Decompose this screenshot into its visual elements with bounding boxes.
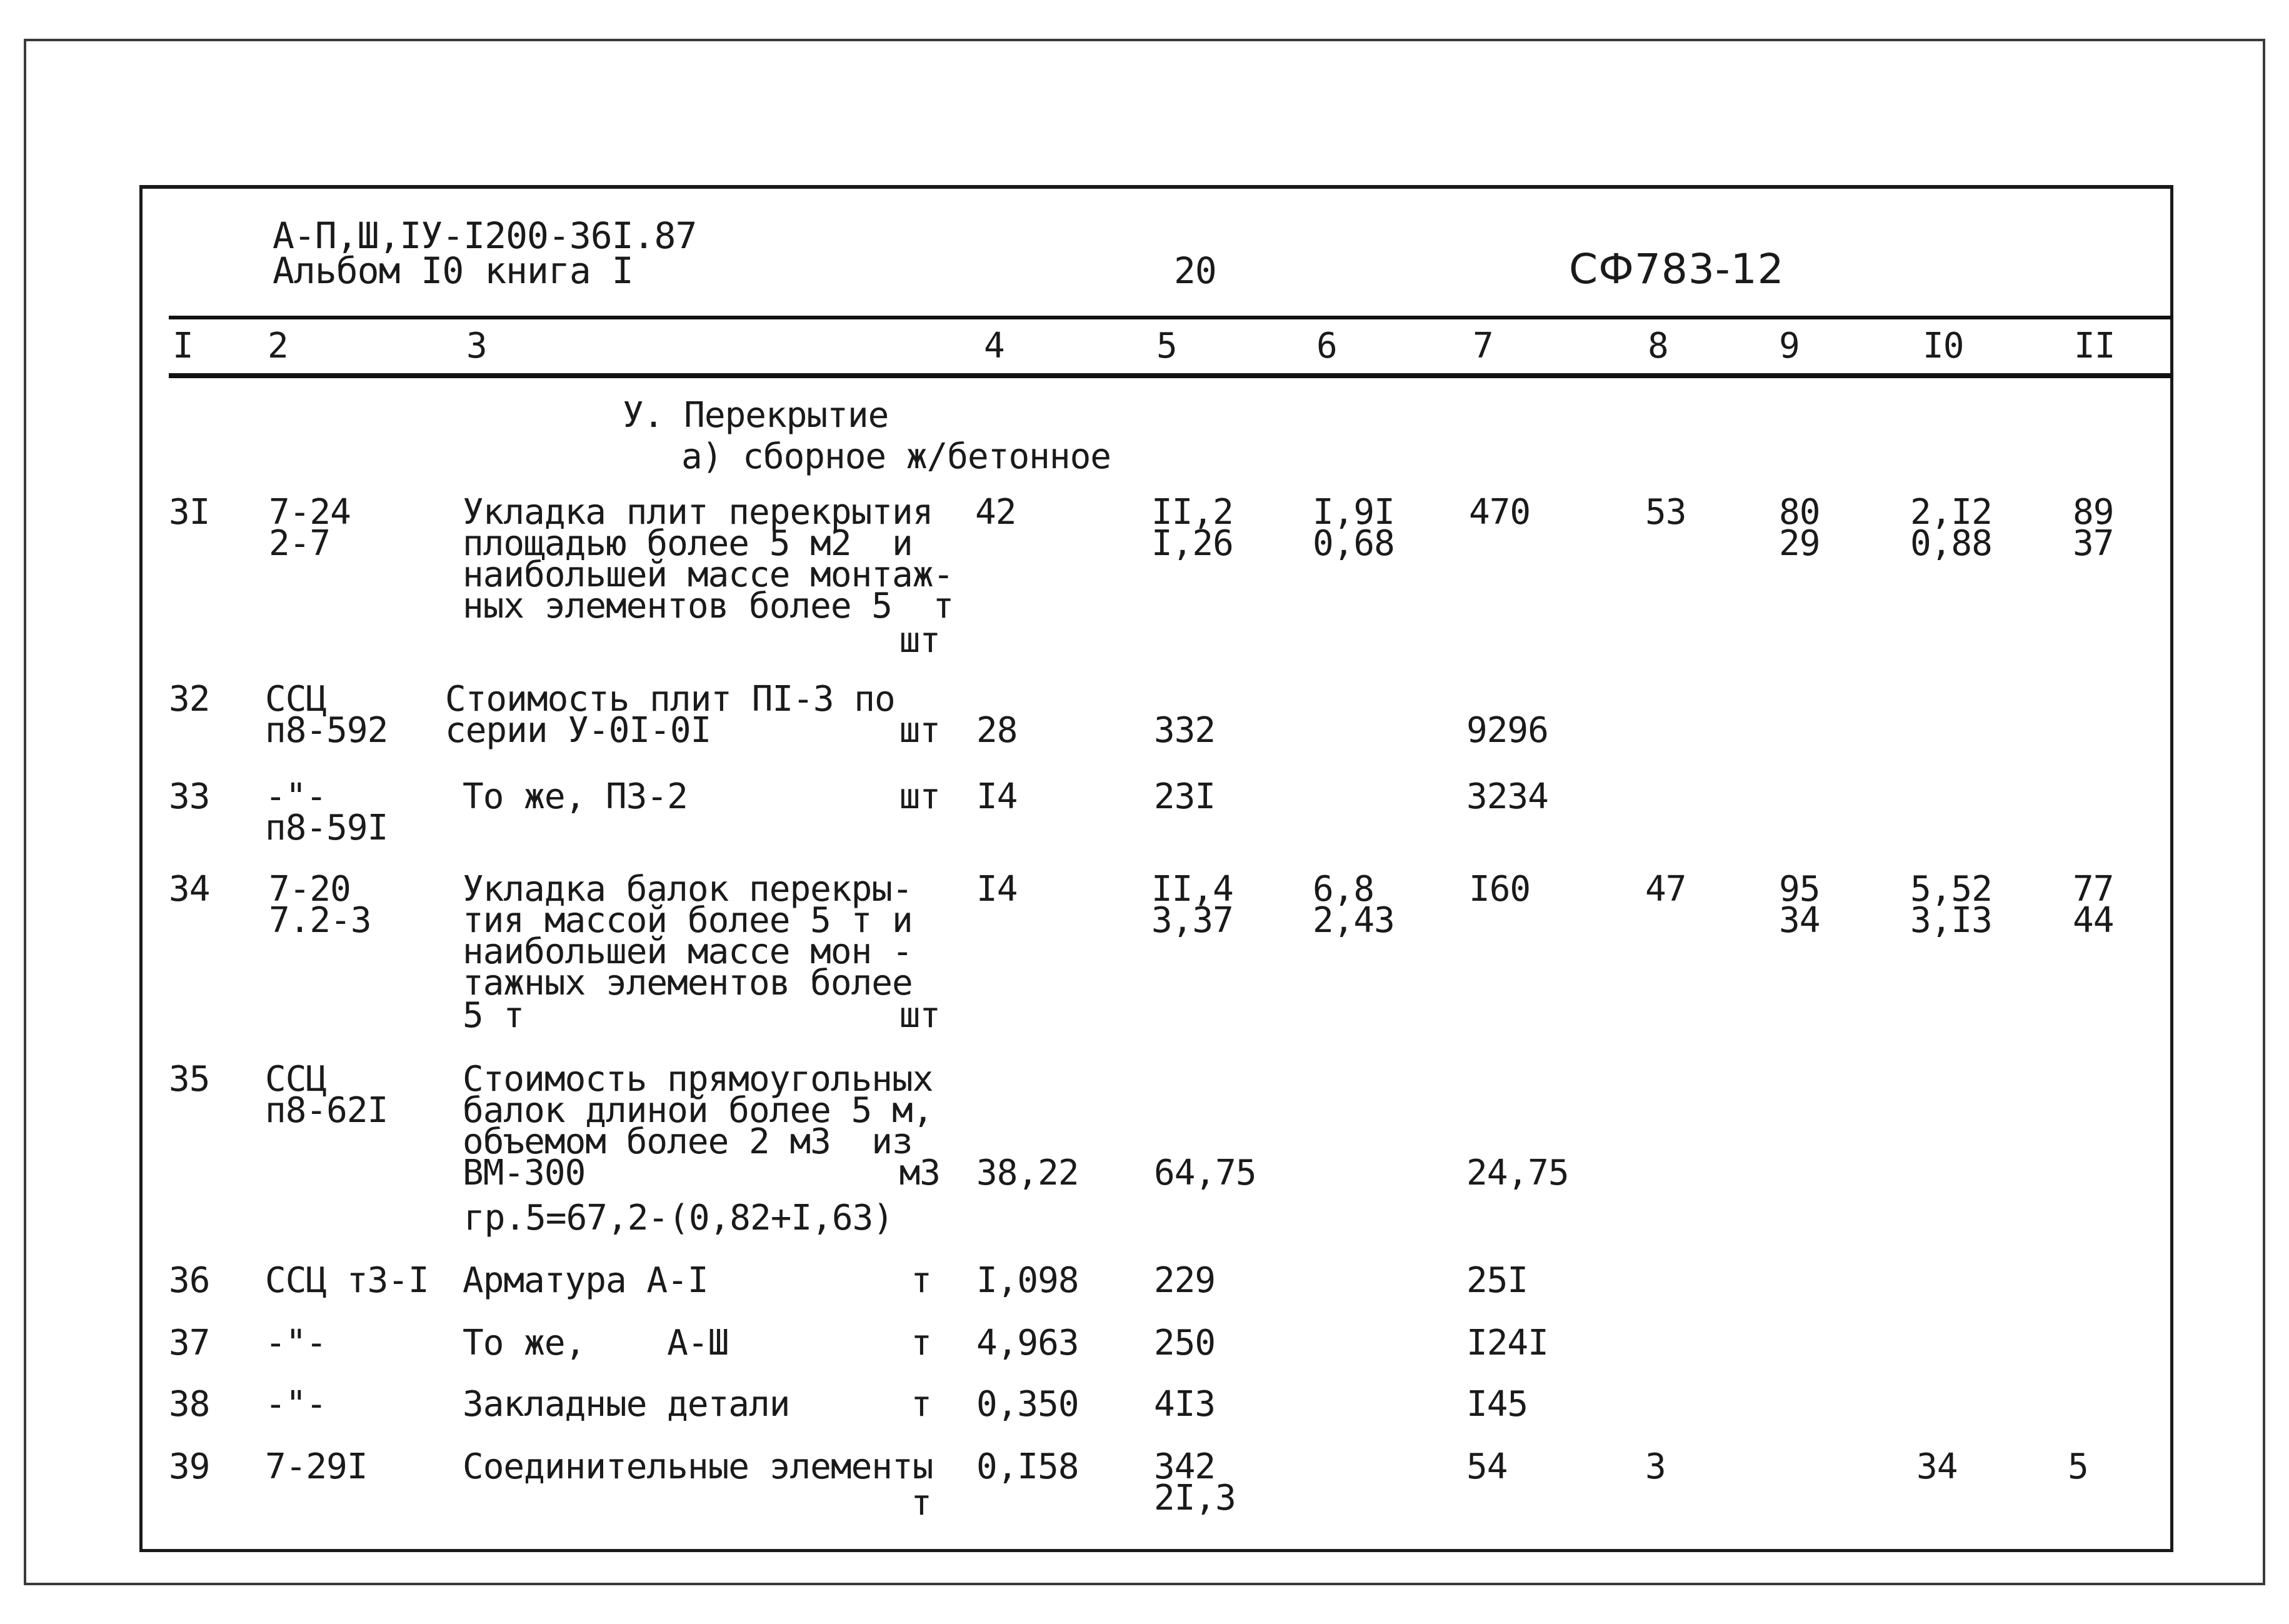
description: тия массой более 5 т и (463, 900, 913, 941)
description: То же, А-Ш (463, 1323, 729, 1363)
rate-code: ССЦ (265, 679, 327, 719)
rate-code: 7-24 (269, 492, 351, 533)
row-number: 35 (169, 1059, 210, 1100)
total-cost: 24,75 (1466, 1153, 1569, 1193)
total-cost: 3234 (1466, 776, 1548, 817)
description: балок длиной более 5 м, (463, 1090, 933, 1131)
unit-cost: 250 (1154, 1323, 1216, 1363)
unit: т (911, 1260, 931, 1301)
col9-value: 34 (1779, 900, 1820, 941)
unit: м3 (899, 1153, 940, 1193)
col6-value: I,9I (1313, 492, 1395, 533)
unit-cost: 332 (1154, 710, 1216, 751)
col-num-2: 2 (268, 326, 288, 366)
sheet-code: СФ783-12 (1569, 245, 1785, 293)
col11-value: 44 (2073, 900, 2114, 941)
col9-value: 29 (1779, 523, 1820, 564)
description: Стоимость прямоугольных (463, 1059, 933, 1100)
col9-value: 95 (1779, 869, 1820, 910)
quantity: 38,22 (976, 1153, 1079, 1193)
col6-value: 0,68 (1313, 523, 1395, 564)
section-title: У. Перекрытие (623, 395, 889, 436)
col-num-4: 4 (984, 326, 1004, 366)
rate-code: 7-20 (269, 869, 351, 910)
quantity: 0,350 (976, 1384, 1079, 1425)
col-num-3: 3 (466, 326, 487, 366)
row-number: 36 (169, 1260, 210, 1301)
unit: шт (899, 620, 940, 661)
album-label: Альбом І0 книга І (273, 249, 633, 292)
unit-cost: 64,75 (1154, 1153, 1256, 1193)
rate-code: п8-592 (265, 710, 388, 751)
unit-cost: 3,37 (1151, 900, 1233, 941)
quantity: 4,963 (976, 1323, 1079, 1363)
unit-cost: II,2 (1151, 492, 1233, 533)
col-num-10: I0 (1923, 326, 1964, 366)
row-number: 34 (169, 869, 210, 910)
unit-cost: 229 (1154, 1260, 1216, 1301)
col-num-7: 7 (1473, 326, 1493, 366)
description: тажных элементов более (463, 963, 913, 1003)
col-num-9: 9 (1779, 326, 1800, 366)
description: Укладка балок перекры- (463, 869, 913, 910)
col-num-6: 6 (1316, 326, 1337, 366)
row-number: 38 (169, 1384, 210, 1425)
col-num-11: II (2074, 326, 2115, 366)
col11-value: 77 (2073, 869, 2114, 910)
col10-value: 2,I2 (1910, 492, 1992, 533)
unit-cost: 4І3 (1154, 1384, 1216, 1425)
col6-value: 6,8 (1313, 869, 1375, 910)
calculation-note: гр.5=67,2-(0,82+І,63) (464, 1198, 894, 1238)
section-subtitle: а) сборное ж/бетонное (681, 436, 1111, 477)
unit-cost: 2І,3 (1154, 1478, 1236, 1518)
row-number: 39 (169, 1446, 210, 1487)
description: То же, ПЗ-2 (463, 776, 688, 817)
description: Укладка плит перекрытия (463, 492, 933, 533)
description: ВМ-300 (463, 1153, 586, 1193)
rate-code: ССЦ т3-І (265, 1260, 429, 1301)
unit: шт (899, 995, 940, 1036)
col-num-5: 5 (1156, 326, 1177, 366)
unit: шт (899, 776, 940, 817)
unit: т (911, 1483, 931, 1523)
col11-value: 37 (2073, 523, 2114, 564)
unit: т (911, 1323, 931, 1363)
rate-code: 7.2-3 (269, 900, 371, 941)
total-cost: 9296 (1466, 710, 1548, 751)
quantity: 42 (975, 492, 1016, 533)
col10-value: 34 (1916, 1446, 1958, 1487)
col10-value: 5,52 (1910, 869, 1992, 910)
total-cost: 25І (1466, 1260, 1528, 1301)
rate-code: п8-62І (265, 1090, 388, 1131)
quantity: 0,І58 (976, 1446, 1079, 1487)
description: объемом более 2 м3 из (463, 1121, 913, 1162)
row-number: 33 (169, 776, 210, 817)
rate-code: 7-29І (265, 1446, 368, 1487)
description: ных элементов более 5 т (463, 586, 954, 626)
rate-code: -"- (265, 776, 327, 817)
col6-value: 2,43 (1313, 900, 1395, 941)
description: Стоимость плит ПІ-3 по (445, 679, 895, 719)
row-number: 32 (169, 679, 210, 719)
page-number: 20 (1174, 249, 1216, 292)
doc-code: А-П,Ш,ІУ-І200-36І.87 (273, 214, 697, 257)
total-cost: І60 (1469, 869, 1531, 910)
quantity: 28 (976, 710, 1018, 751)
total-cost: І24І (1466, 1323, 1548, 1363)
col-num-8: 8 (1648, 326, 1668, 366)
description: Арматура А-І (463, 1260, 708, 1301)
quantity: І4 (976, 776, 1018, 817)
header-rule-bottom (169, 373, 2173, 378)
rate-code: -"- (265, 1323, 327, 1363)
col9-value: 80 (1779, 492, 1820, 533)
unit: шт (899, 710, 940, 751)
total-cost: 470 (1469, 492, 1531, 533)
col-num-1: I (173, 326, 193, 366)
unit-cost: I,26 (1151, 523, 1233, 564)
row-number: 37 (169, 1323, 210, 1363)
quantity: І,098 (976, 1260, 1079, 1301)
description: площадью более 5 м2 и (463, 523, 913, 564)
unit: т (911, 1384, 931, 1425)
col11-value: 89 (2073, 492, 2114, 533)
unit-cost: 23І (1154, 776, 1216, 817)
row-number: 3I (169, 492, 210, 533)
description: наибольшей массе монтаж- (463, 554, 954, 595)
quantity: І4 (976, 869, 1018, 910)
description: 5 т (463, 995, 524, 1036)
description: Соединительные элементы (463, 1446, 933, 1487)
total-cost: І45 (1466, 1384, 1528, 1425)
total-cost: 54 (1466, 1446, 1508, 1487)
rate-code: -"- (265, 1384, 327, 1425)
header-rule-top (169, 316, 2173, 319)
unit-cost: II,4 (1151, 869, 1233, 910)
col8-value: 47 (1645, 869, 1686, 910)
rate-code: 2-7 (269, 523, 331, 564)
col11-value: 5 (2068, 1446, 2088, 1487)
col8-value: 3 (1645, 1446, 1666, 1487)
description: наибольшей массе мон - (463, 931, 913, 972)
col10-value: 0,88 (1910, 523, 1992, 564)
unit-cost: 342 (1154, 1446, 1216, 1487)
description: серии У-0І-0І (445, 710, 711, 751)
col10-value: 3,І3 (1910, 900, 1992, 941)
rate-code: ССЦ (265, 1059, 327, 1100)
col8-value: 53 (1645, 492, 1686, 533)
rate-code: п8-59І (265, 808, 388, 848)
description: Закладные детали (463, 1384, 790, 1425)
